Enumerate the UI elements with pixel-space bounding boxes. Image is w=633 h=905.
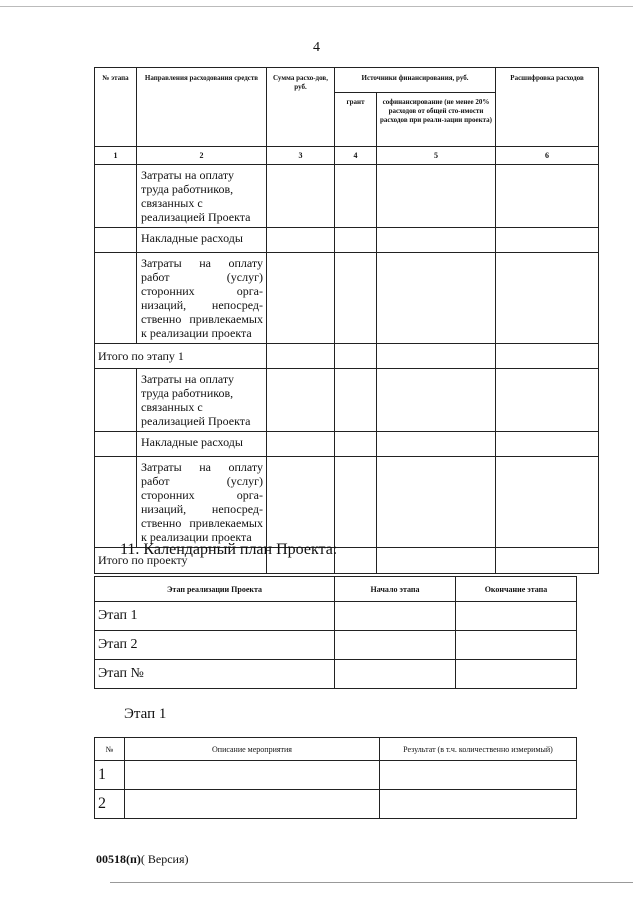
table-row — [95, 253, 599, 344]
header-description: Описание мероприятия — [125, 738, 380, 761]
document-code: 00518(п) — [96, 852, 141, 866]
table-row — [95, 761, 577, 790]
stage-title: Этап 1 — [124, 706, 167, 722]
event-number: 2 — [95, 790, 125, 819]
event-number: 1 — [95, 761, 125, 790]
header-direction: Направления расходования средств — [137, 68, 267, 147]
calendar-section-title: 11. Календарный план Проекта: — [120, 541, 338, 558]
table-row — [95, 602, 577, 631]
column-number: 5 — [377, 147, 496, 165]
page-number: 4 — [313, 40, 320, 55]
subtotal-label: Итого по этапу 1 — [95, 344, 267, 369]
expense-item-overhead: Накладные расходы — [137, 432, 267, 457]
column-number-row — [95, 147, 599, 165]
calendar-table — [94, 576, 577, 689]
events-table — [94, 737, 577, 819]
top-border-line — [0, 6, 633, 7]
total-label: Итого по проекту — [95, 548, 267, 574]
header-stage-no: № этапа — [95, 68, 137, 147]
stage-label: Этап № — [95, 660, 335, 689]
header-end: Окончание этапа — [456, 577, 577, 602]
expense-item-contractors: Затраты на оплату работ (услуг) сторонних орга-низаций, непосред-ственно привлекаемых к реализации проекта — [137, 253, 267, 344]
subtotal-row — [95, 344, 599, 369]
header-stage: Этап реализации Проекта — [95, 577, 335, 602]
expense-item-overhead: Накладные расходы — [137, 228, 267, 253]
column-number: 2 — [137, 147, 267, 165]
expense-item-contractors: Затраты на оплату работ (услуг) сторонних орга-низаций, непосред-ственно привлекаемых к реализации проекта — [137, 457, 267, 548]
expense-item-labor: Затраты на оплату труда работников, связанных с реализацией Проекта — [137, 165, 267, 228]
expense-item-labor: Затраты на оплату труда работников, связанных с реализацией Проекта — [137, 369, 267, 432]
table-row — [95, 228, 599, 253]
header-grant: грант — [335, 93, 377, 147]
table-row — [95, 369, 599, 432]
header-number: № — [95, 738, 125, 761]
table-row — [95, 457, 599, 548]
bottom-border-line — [110, 882, 633, 883]
document-footer — [96, 852, 189, 867]
column-number: 6 — [496, 147, 599, 165]
header-cofinancing: софинансирование (не менее 20% расходов от общей сто-имости расходов при реали-зации проекта) — [377, 93, 496, 147]
budget-table — [94, 67, 599, 574]
table-row — [95, 432, 599, 457]
column-number: 4 — [335, 147, 377, 165]
header-breakdown: Расшифровка расходов — [496, 68, 599, 147]
header-sources: Источники финансирования, руб. — [335, 68, 496, 93]
table-row — [95, 660, 577, 689]
header-start: Начало этапа — [335, 577, 456, 602]
document-version: ( Версия) — [140, 852, 189, 866]
table-row — [95, 790, 577, 819]
stage-label: Этап 1 — [95, 602, 335, 631]
table-row — [95, 165, 599, 228]
header-sum: Сумма расхо-дов, руб. — [267, 68, 335, 147]
column-number: 3 — [267, 147, 335, 165]
table-row — [95, 631, 577, 660]
column-number: 1 — [95, 147, 137, 165]
header-result: Результат (в т.ч. количественно измеримый) — [380, 738, 577, 761]
stage-label: Этап 2 — [95, 631, 335, 660]
